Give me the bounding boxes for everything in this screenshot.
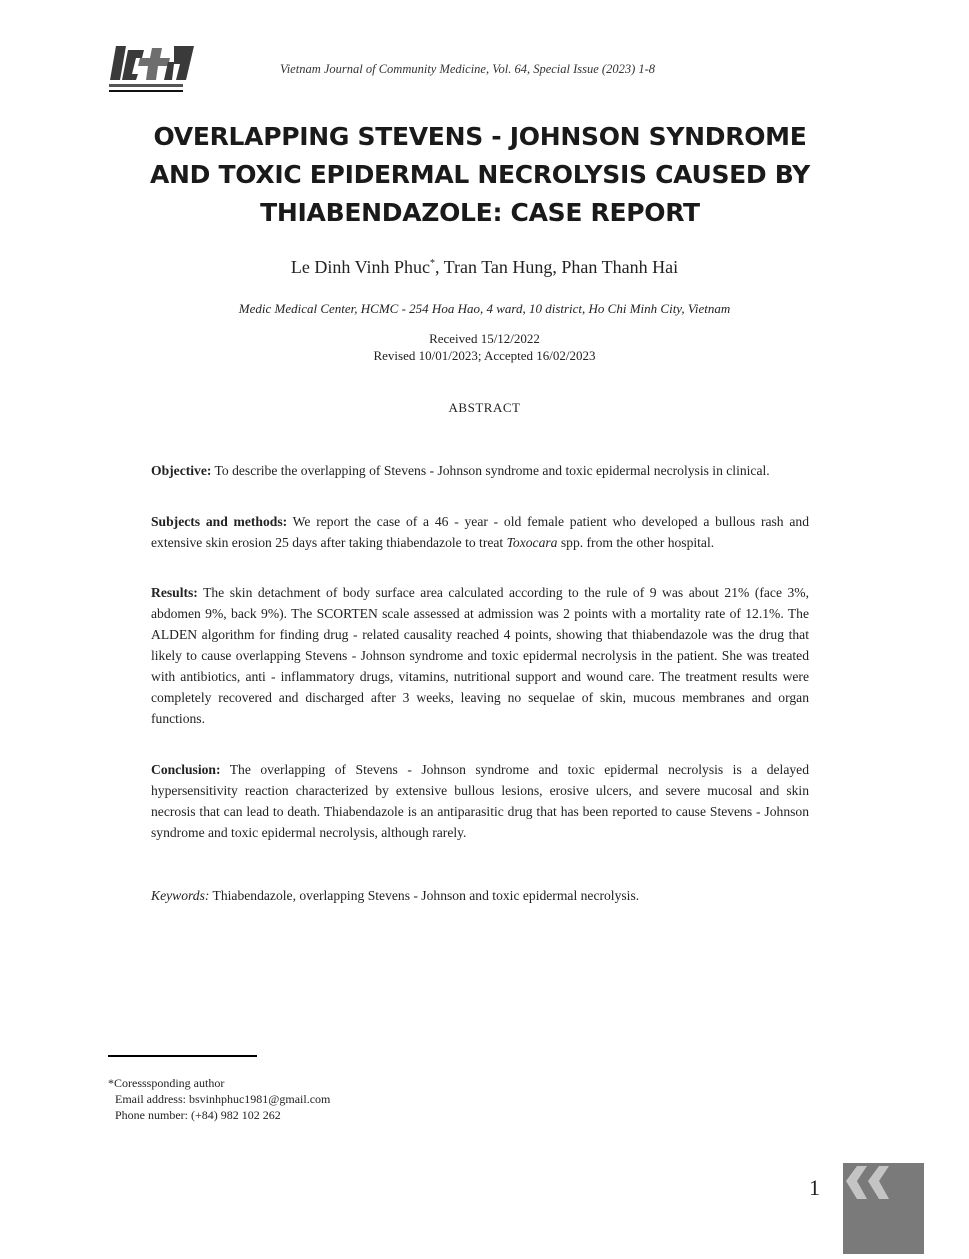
- title-line: AND TOXIC EPIDERMAL NECROLYSIS CAUSED BY: [150, 160, 810, 189]
- species-name: Toxocara: [506, 535, 558, 550]
- conclusion-label: Conclusion:: [151, 762, 221, 777]
- author-name: Le Dinh Vinh Phuc: [290, 257, 430, 277]
- subjects-label: Subjects and methods:: [151, 514, 288, 529]
- subjects-text-end: spp. from the other hospital.: [557, 535, 715, 550]
- revised-accepted-date: Revised 10/01/2023; Accepted 16/02/2023: [373, 348, 596, 363]
- author-names: , Tran Tan Hung, Phan Thanh Hai: [435, 257, 679, 277]
- affiliation: Medic Medical Center, HCMC - 254 Hoa Hao, 4 ward, 10 district, Ho Chi Minh City, Vietnam: [238, 301, 731, 316]
- objective-text: To describe the overlapping of Stevens - Johnson syndrome and toxic epidermal necrolysis in clinical.: [211, 463, 770, 478]
- title-line: THIABENDAZOLE: CASE REPORT: [260, 198, 700, 227]
- corresponding-mark: *: [430, 258, 435, 269]
- results-text: The skin detachment of body surface area calculated according to the rule of 9 was about 21% (face 3%, abdomen 9%, back 9%). The SCORTEN scale assessed at admission was 2 points with a mortality rate of 12.1%. The ALDEN algorithm for finding drug - related causality reached 4 points, showing that thiabendazole was the drug that likely to cause overlapping Stevens - Johnson syndrome and toxic epidermal necrolysis in the patient. She was treated with antibiotics, anti - inflammatory drugs, vitamins, nutritional support and wound care. The treatment results were completely recovered and discharged after 3 weeks, leaving no sequelae of skin, mucous membranes and organ functions.: [151, 585, 809, 726]
- page-tab: [843, 1163, 924, 1254]
- double-chevron-icon: [843, 1163, 924, 1254]
- keywords-text: Thiabendazole, overlapping Stevens - Johnson and toxic epidermal necrolysis.: [209, 888, 640, 903]
- conclusion-paragraph: [151, 759, 809, 843]
- phone-number: Phone number: (+84) 982 102 262: [115, 1108, 281, 1122]
- received-date: Received 15/12/2022: [429, 331, 540, 346]
- keywords-paragraph: [151, 885, 809, 906]
- ich-logo: [108, 44, 196, 94]
- results-label: Results:: [151, 585, 198, 600]
- subjects-text: We report the case of a 46 - year - old female patient who developed a bullous rash and extensive skin erosion 25 days after taking thiabendazole to treat: [151, 514, 809, 550]
- authors: [0, 257, 969, 278]
- journal-citation: Vietnam Journal of Community Medicine, Vol. 64, Special Issue (2023) 1-8: [280, 62, 656, 76]
- conclusion-text: The overlapping of Stevens - Johnson syndrome and toxic epidermal necrolysis is a delayed hypersensitivity reaction characterized by extensive bullous lesions, erosive ulcers, and severe mucosal and skin necrosis that can lead to death. Thiabendazole is an antiparasitic drug that has been reported to cause Stevens - Johnson syndrome and toxic epidermal necrolysis, although rarely.: [151, 762, 809, 840]
- page-number: 1: [809, 1175, 820, 1200]
- article-title: [100, 118, 860, 232]
- corresponding-author-note: *Coresssponding author: [108, 1076, 225, 1090]
- footnote-divider: [108, 1055, 257, 1057]
- results-paragraph: [151, 582, 809, 729]
- subjects-paragraph: [151, 511, 809, 553]
- objective-paragraph: [151, 460, 809, 481]
- email-address: Email address: bsvinhphuc1981@gmail.com: [115, 1092, 331, 1106]
- objective-label: Objective:: [151, 463, 212, 478]
- title-line: OVERLAPPING STEVENS - JOHNSON SYNDROME: [153, 122, 807, 151]
- keywords-label: Keywords:: [151, 888, 210, 903]
- abstract-heading: ABSTRACT: [448, 400, 521, 415]
